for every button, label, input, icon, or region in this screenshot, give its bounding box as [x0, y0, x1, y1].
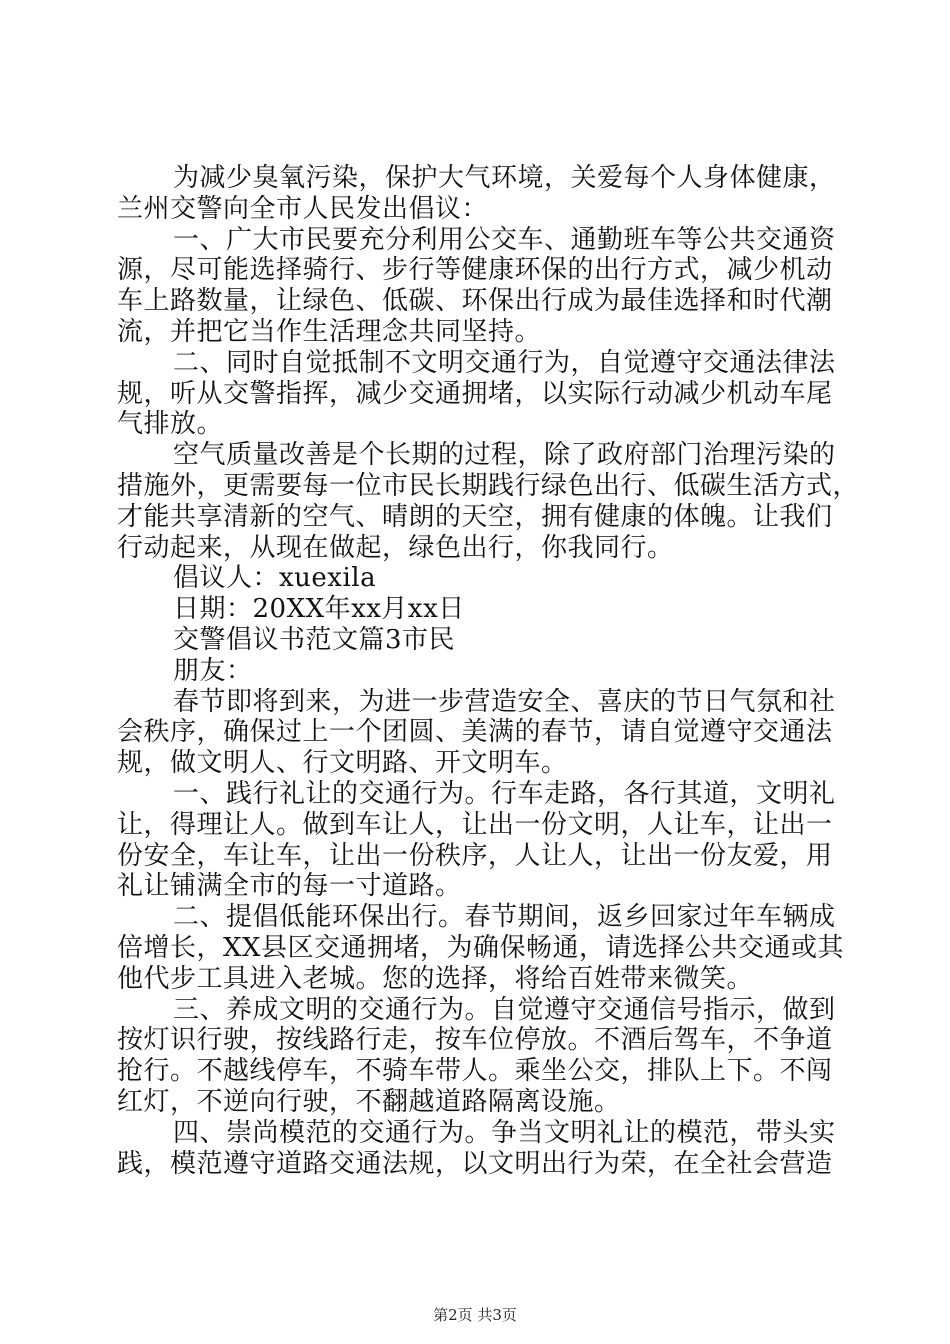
text-line: 空气质量改善是个长期的过程，除了政府部门治理污染的: [173, 440, 836, 471]
text-line: 倡议人：xuexila: [173, 563, 377, 594]
text-line: 流，并把它当作生活理念共同坚持。: [117, 316, 542, 347]
text-line: 规，听从交警指挥，减少交通拥堵，以实际行动减少机动车尾: [117, 378, 833, 409]
text-line: 一、广大市民要充分利用公交车、通勤班车等公共交通资: [173, 224, 836, 255]
text-line: 份安全，车让车，让出一份秩序，人让人，让出一份友爱，用: [117, 840, 833, 871]
text-line: 措施外，更需要每一位市民长期践行绿色出行、低碳生活方式，: [117, 470, 860, 501]
document-body: [117, 163, 860, 1179]
text-line: 三、养成文明的交通行为。自觉遵守交通信号指示，做到: [173, 994, 836, 1025]
text-line: 抢行。不越线停车，不骑车带人。乘坐公交，排队上下。不闯: [117, 1056, 833, 1087]
text-line: 会秩序，确保过上一个团圆、美满的春节，请自觉遵守交通法: [117, 717, 833, 748]
text-line: 礼让铺满全市的每一寸道路。: [117, 871, 462, 902]
text-line: 日期：20XX年xx月xx日: [173, 594, 465, 625]
text-line: 按灯识行驶，按线路行走，按车位停放。不酒后驾车，不争道: [117, 1025, 833, 1056]
text-line: 兰州交警向全市人民发出倡议：: [117, 193, 489, 224]
text-line: 二、提倡低能环保出行。春节期间，返乡回家过年车辆成: [173, 902, 836, 933]
text-line: 气排放。: [117, 409, 224, 440]
text-line: 四、崇尚模范的交通行为。争当文明礼让的模范，带头实: [173, 1117, 836, 1148]
text-line: 交警倡议书范文篇3市民: [173, 624, 456, 655]
text-line: 才能共享清新的空气、晴朗的天空，拥有健康的体魄。让我们: [117, 501, 833, 532]
text-line: 车上路数量，让绿色、低碳、环保出行成为最佳选择和时代潮: [117, 286, 833, 317]
text-line: 二、同时自觉抵制不文明交通行为，自觉遵守交通法律法: [173, 347, 836, 378]
text-line: 行动起来，从现在做起，绿色出行，你我同行。: [117, 532, 674, 563]
text-line: 朋友：: [173, 655, 253, 686]
text-line: 源，尽可能选择骑行、步行等健康环保的出行方式，减少机动: [117, 255, 833, 286]
text-line: 让，得理让人。做到车让人，让出一份文明，人让车，让出一: [117, 809, 833, 840]
text-line: 规，做文明人、行文明路、开文明车。: [117, 748, 568, 779]
text-line: 践，模范遵守道路交通法规，以文明出行为荣，在全社会营造: [117, 1148, 833, 1179]
text-line: 为减少臭氧污染，保护大气环境，关爱每个人身体健康，: [173, 163, 836, 193]
text-line: 他代步工具进入老城。您的选择，将给百姓带来微笑。: [117, 963, 754, 994]
text-line: 一、践行礼让的交通行为。行车走路，各行其道，文明礼: [173, 778, 836, 809]
text-line: 红灯，不逆向行驶，不翻越道路隔离设施。: [117, 1086, 621, 1117]
text-line: 倍增长，XX县区交通拥堵，为确保畅通，请选择公共交通或其: [117, 932, 845, 963]
text-line: 春节即将到来，为进一步营造安全、喜庆的节日气氛和社: [173, 686, 836, 717]
page-footer: 第2页 共3页: [433, 1306, 517, 1324]
